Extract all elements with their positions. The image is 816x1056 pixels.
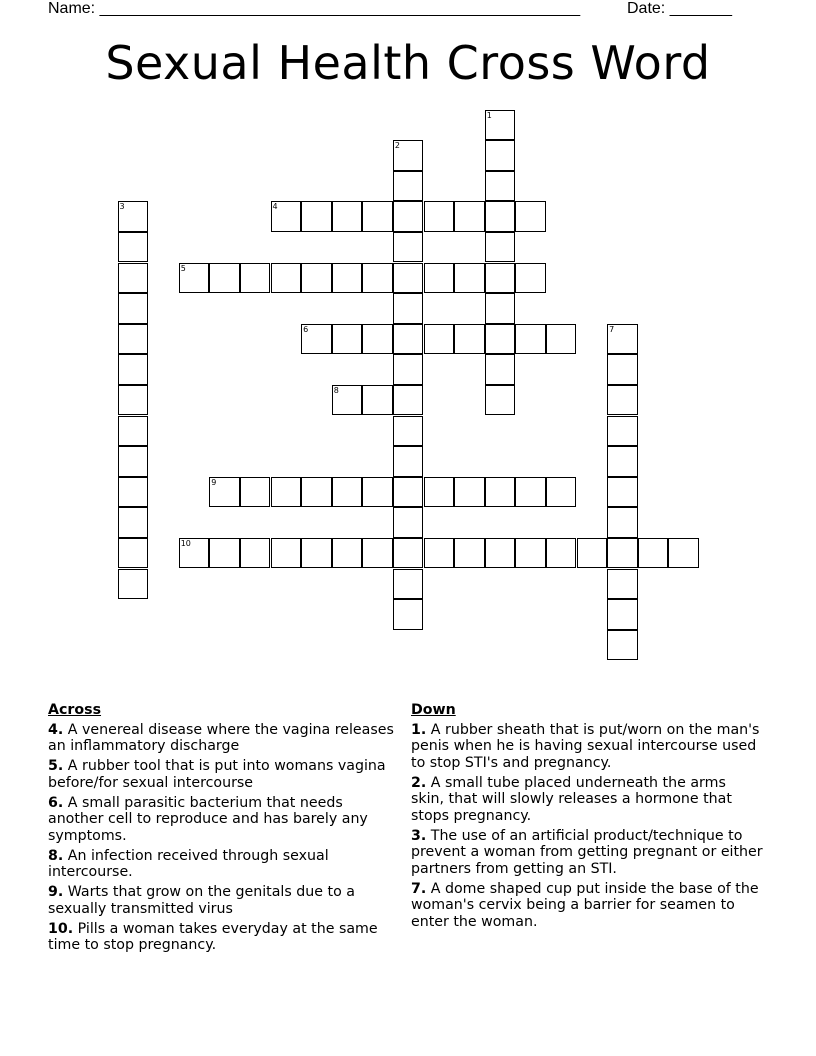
grid-cell[interactable] [118,477,149,508]
grid-cell[interactable] [607,477,638,508]
grid-cell[interactable] [607,446,638,477]
grid-cell[interactable] [607,599,638,630]
grid-cell[interactable] [393,354,424,385]
clue-text: A rubber sheath that is put/worn on the man's penis when he is having sexual intercourse used to stop STI's and pregnancy. [411,721,760,771]
grid-cell[interactable] [332,201,363,232]
grid-cell[interactable] [515,538,546,569]
grid-cell[interactable] [485,232,516,263]
grid-cell[interactable] [607,538,638,569]
grid-cell[interactable] [515,263,546,294]
clue-number: 3 [119,202,125,212]
grid-cell[interactable] [332,324,363,355]
clue-number-label: 7. [411,880,427,897]
grid-cell[interactable] [485,140,516,171]
grid-cell[interactable] [485,385,516,416]
grid-cell[interactable] [485,110,516,141]
grid-cell[interactable] [485,354,516,385]
grid-cell[interactable] [485,477,516,508]
grid-cell[interactable] [118,201,149,232]
clue-text: A small tube placed underneath the arms skin, that will slowly releases a hormone that stops pregnancy. [411,774,732,824]
grid-cell[interactable] [118,385,149,416]
down-heading: Down [411,702,456,718]
grid-cell[interactable] [454,538,485,569]
down-clue [411,722,763,772]
clue-number: 8 [333,385,339,395]
grid-cell[interactable] [362,324,393,355]
grid-cell[interactable] [393,416,424,447]
grid-cell[interactable] [209,538,240,569]
grid-cell[interactable] [485,171,516,202]
across-clue [48,758,398,791]
grid-cell[interactable] [424,477,455,508]
header [0,0,816,22]
clue-number: 1 [486,110,492,120]
grid-cell[interactable] [393,477,424,508]
grid-cell[interactable] [393,263,424,294]
clue-number: 10 [180,538,191,548]
grid-cell[interactable] [332,477,363,508]
grid-cell[interactable] [301,201,332,232]
grid-cell[interactable] [271,263,302,294]
grid-cell[interactable] [362,201,393,232]
grid-cell[interactable] [607,324,638,355]
clue-number: 7 [609,324,615,334]
clue-text: An infection received through sexual intercourse. [48,847,329,880]
grid-cell[interactable] [301,324,332,355]
grid-cell[interactable] [393,385,424,416]
grid-cell[interactable] [607,354,638,385]
grid-cell[interactable] [240,263,271,294]
clue-text: A venereal disease where the vagina releases an inflammatory discharge [48,721,394,754]
grid-cell[interactable] [607,507,638,538]
clue-number: 6 [303,324,309,334]
down-clues [411,702,763,934]
clue-number-label: 10. [48,920,74,937]
grid-cell[interactable] [668,538,699,569]
clue-number: 5 [180,263,186,273]
clue-number-label: 9. [48,884,64,900]
grid-cell[interactable] [118,293,149,324]
across-clue [48,795,398,845]
grid-cell[interactable] [424,263,455,294]
clue-number-label: 4. [48,721,64,738]
grid-cell[interactable] [393,569,424,600]
clue-number: 4 [272,202,278,212]
grid-cell[interactable] [240,538,271,569]
grid-cell[interactable] [118,446,149,477]
across-clues [48,702,398,957]
grid-cell[interactable] [393,140,424,171]
across-clue [48,884,398,917]
grid-cell[interactable] [271,477,302,508]
clue-number-label: 8. [48,847,64,864]
clue-number-label: 1. [411,721,427,738]
clue-text: Warts that grow on the genitals due to a sexually transmitted virus [48,884,355,917]
clue-number-label: 5. [48,758,64,774]
grid-cell[interactable] [362,538,393,569]
grid-cell[interactable] [393,446,424,477]
grid-cell[interactable] [485,324,516,355]
clue-number-label: 3. [411,827,427,844]
grid-cell[interactable] [485,293,516,324]
down-clue [411,881,763,931]
grid-cell[interactable] [454,263,485,294]
grid-cell[interactable] [607,416,638,447]
grid-cell[interactable] [118,232,149,263]
page-title: Sexual Health Cross Word [105,36,711,90]
grid-cell[interactable] [393,171,424,202]
across-clue [48,848,398,881]
grid-cell[interactable] [393,538,424,569]
grid-cell[interactable] [515,324,546,355]
across-heading: Across [48,702,102,718]
clue-number: 9 [211,477,217,487]
grid-cell[interactable] [179,538,210,569]
grid-cell[interactable] [454,201,485,232]
grid-cell[interactable] [424,324,455,355]
grid-cell[interactable] [271,538,302,569]
grid-cell[interactable] [393,324,424,355]
clue-number: 2 [394,141,400,151]
down-clue [411,828,763,878]
clue-number-label: 2. [411,774,427,791]
grid-cell[interactable] [485,538,516,569]
grid-cell[interactable] [118,507,149,538]
grid-cell[interactable] [362,385,393,416]
grid-cell[interactable] [393,507,424,538]
grid-cell[interactable] [485,263,516,294]
clue-text: A small parasitic bacterium that needs another cell to reproduce and has barely any symptoms. [48,794,368,844]
grid-cell[interactable] [240,477,271,508]
grid-cell[interactable] [332,385,363,416]
grid-cell[interactable] [301,477,332,508]
grid-cell[interactable] [118,416,149,447]
down-clue [411,775,763,825]
grid-cell[interactable] [179,263,210,294]
grid-cell[interactable] [393,293,424,324]
clue-text: A dome shaped cup put inside the base of the woman's cervix being a barrier for seamen to enter the woman. [411,880,759,930]
grid-cell[interactable] [515,201,546,232]
grid-cell[interactable] [607,385,638,416]
grid-cell[interactable] [607,569,638,600]
grid-cell[interactable] [424,201,455,232]
grid-cell[interactable] [638,538,669,569]
grid-cell[interactable] [362,263,393,294]
grid-cell[interactable] [118,538,149,569]
clue-text: Pills a woman takes everyday at the same time to stop pregnancy. [48,920,378,953]
date-field[interactable]: Date: _______ [627,0,732,17]
across-clue [48,921,398,954]
grid-cell[interactable] [118,354,149,385]
grid-cell[interactable] [607,630,638,661]
grid-cell[interactable] [393,232,424,263]
grid-cell[interactable] [118,263,149,294]
grid-cell[interactable] [515,477,546,508]
grid-cell[interactable] [454,477,485,508]
grid-cell[interactable] [393,201,424,232]
grid-cell[interactable] [546,538,577,569]
grid-cell[interactable] [485,201,516,232]
across-clue [48,722,398,755]
grid-cell[interactable] [424,538,455,569]
grid-cell[interactable] [362,477,393,508]
grid-cell[interactable] [332,263,363,294]
grid-cell[interactable] [546,324,577,355]
grid-cell[interactable] [118,569,149,600]
name-field[interactable]: Name: ______________________________________________________ [48,0,581,17]
grid-cell[interactable] [301,263,332,294]
clue-text: A rubber tool that is put into womans vagina before/for sexual intercourse [48,758,386,791]
across-list [48,722,398,954]
grid-cell[interactable] [301,538,332,569]
grid-cell[interactable] [209,477,240,508]
grid-cell[interactable] [209,263,240,294]
clue-text: The use of an artificial product/technique to prevent a woman from getting pregnant or either partners from getting an STI. [411,827,763,877]
grid-cell[interactable] [332,538,363,569]
grid-cell[interactable] [454,324,485,355]
grid-cell[interactable] [577,538,608,569]
down-list [411,722,763,931]
grid-cell[interactable] [546,477,577,508]
grid-cell[interactable] [271,201,302,232]
grid-cell[interactable] [393,599,424,630]
clue-number-label: 6. [48,794,64,811]
grid-cell[interactable] [118,324,149,355]
